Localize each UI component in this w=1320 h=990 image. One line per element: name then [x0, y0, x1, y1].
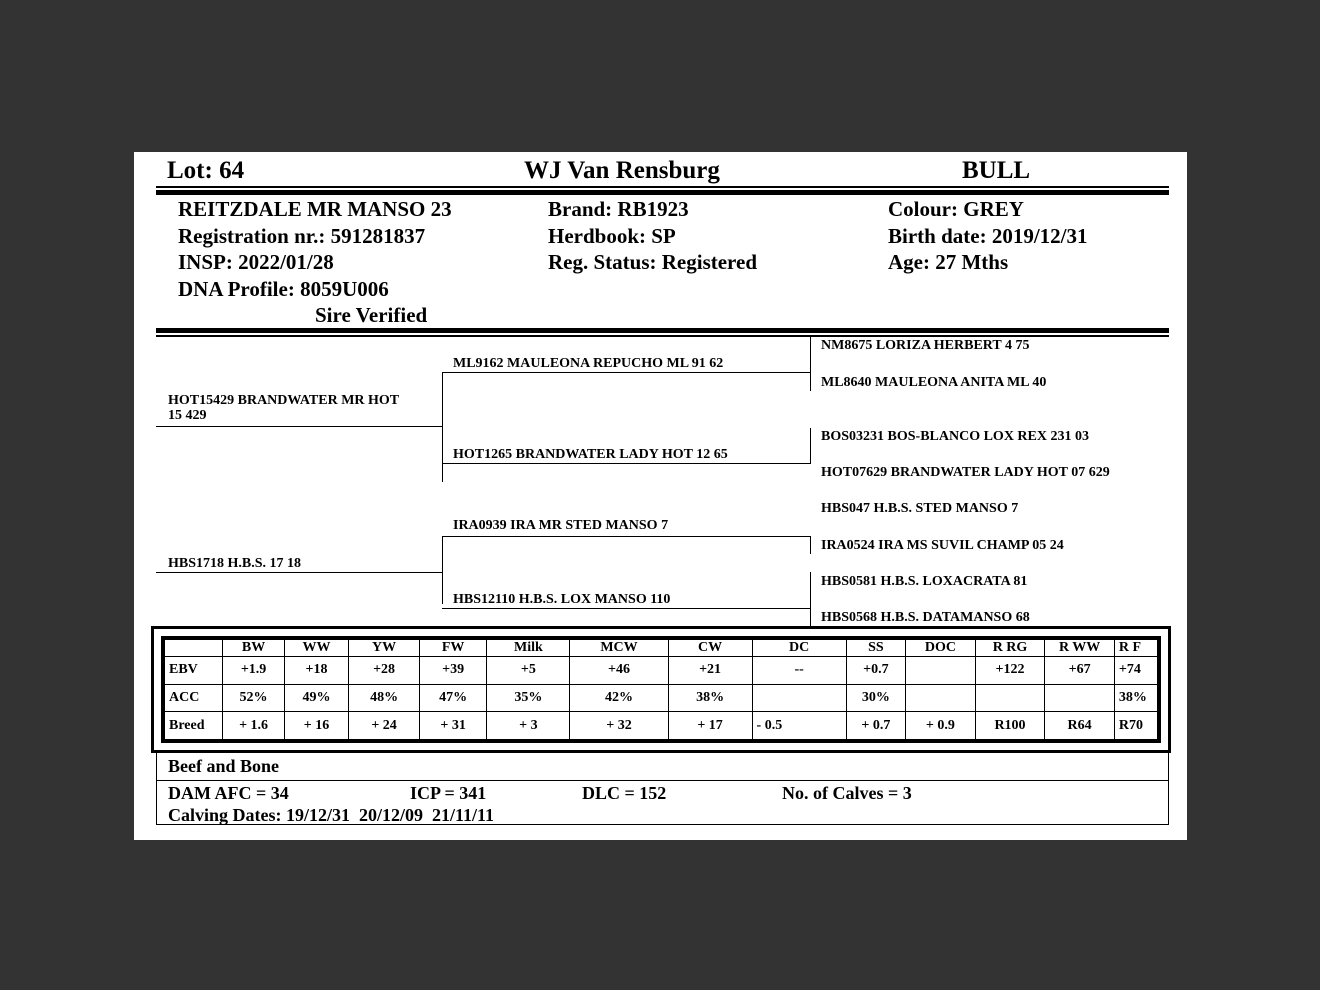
ebv-table-frame	[151, 626, 1171, 753]
ebv-row-breed	[165, 712, 1158, 740]
reg-status: Reg. Status: Registered	[548, 250, 757, 274]
ebv-col-header: YW	[349, 640, 420, 657]
table-cell: R100	[975, 712, 1045, 740]
ebv-col-header: WW	[284, 640, 348, 657]
sale-card	[134, 152, 1187, 840]
table-cell: 38%	[668, 684, 752, 712]
table-cell: + 31	[419, 712, 487, 740]
table-cell: EBV	[165, 657, 223, 685]
table-cell: 48%	[349, 684, 420, 712]
dlc: DLC = 152	[582, 783, 667, 803]
pedigree-sire-dam: HOT1265 BRANDWATER LADY HOT 12 65	[453, 447, 728, 462]
pedigree-dam-sire: IRA0939 IRA MR STED MANSO 7	[453, 518, 669, 533]
table-cell	[1045, 684, 1115, 712]
table-cell: + 16	[284, 712, 348, 740]
pedigree-line	[442, 608, 810, 609]
table-cell: +21	[668, 657, 752, 685]
table-cell: 47%	[419, 684, 487, 712]
table-cell: + 17	[668, 712, 752, 740]
pedigree-gg-1: NM8675 LORIZA HERBERT 4 75	[821, 338, 1030, 353]
beef-and-bone-box	[156, 753, 1169, 825]
table-cell: +122	[975, 657, 1045, 685]
table-cell: + 3	[487, 712, 570, 740]
pedigree-gg-6: IRA0524 IRA MS SUVIL CHAMP 05 24	[821, 538, 1064, 553]
ebv-col-header: BW	[223, 640, 284, 657]
pedigree-line	[442, 372, 810, 373]
pedigree-line	[156, 572, 442, 573]
ebv-col-header: Milk	[487, 640, 570, 657]
beef-and-bone-title: Beef and Bone	[168, 756, 280, 776]
info-rule-thick	[156, 328, 1169, 333]
table-cell	[906, 657, 976, 685]
header-rule-thick	[156, 190, 1169, 195]
table-cell: Breed	[165, 712, 223, 740]
animal-sex: BULL	[962, 157, 1031, 184]
table-cell: 38%	[1114, 684, 1157, 712]
table-cell: +1.9	[223, 657, 284, 685]
animal-name: REITZDALE MR MANSO 23	[178, 197, 452, 221]
table-cell: - 0.5	[752, 712, 846, 740]
calving-dates: Calving Dates: 19/12/31 20/12/09 21/11/11	[168, 805, 495, 825]
animal-info-left	[178, 196, 452, 329]
pedigree-gg-8: HBS0568 H.B.S. DATAMANSO 68	[821, 610, 1030, 625]
pedigree-gg-3: BOS03231 BOS-BLANCO LOX REX 231 03	[821, 429, 1089, 444]
ebv-table	[164, 639, 1158, 740]
pedigree-sire-sire: ML9162 MAULEONA REPUCHO ML 91 62	[453, 356, 724, 371]
pedigree-line	[156, 426, 442, 427]
pedigree-gg-7: HBS0581 H.B.S. LOXACRATA 81	[821, 574, 1028, 589]
breeder-name: WJ Van Rensburg	[524, 157, 720, 184]
table-cell: 42%	[570, 684, 668, 712]
ebv-row-acc	[165, 684, 1158, 712]
ebv-col-header	[165, 640, 223, 657]
table-cell: --	[752, 657, 846, 685]
ebv-row-ebv	[165, 657, 1158, 685]
ebv-col-header: R F	[1114, 640, 1157, 657]
ebv-col-header: FW	[419, 640, 487, 657]
herdbook: Herdbook: SP	[548, 223, 676, 248]
colour: Colour: GREY	[888, 197, 1024, 221]
pedigree-dam: HBS1718 H.B.S. 17 18	[168, 556, 302, 571]
table-cell: +46	[570, 657, 668, 685]
sire-verified: Sire Verified	[315, 303, 428, 327]
ebv-header-row	[165, 640, 1158, 657]
table-cell: + 32	[570, 712, 668, 740]
birth-date: Birth date: 2019/12/31	[888, 223, 1088, 248]
number-of-calves: No. of Calves = 3	[782, 783, 912, 803]
table-cell: +0.7	[846, 657, 905, 685]
pedigree-dam-dam: HBS12110 H.B.S. LOX MANSO 110	[453, 592, 671, 607]
pedigree-sire: HOT15429 BRANDWATER MR HOT 15 429	[168, 393, 400, 423]
insp-date: INSP: 2022/01/28	[178, 250, 334, 274]
table-cell	[906, 684, 976, 712]
dam-afc: DAM AFC = 34	[168, 783, 289, 803]
pedigree-gg-2: ML8640 MAULEONA ANITA ML 40	[821, 375, 1047, 390]
table-cell: + 1.6	[223, 712, 284, 740]
ebv-col-header: SS	[846, 640, 905, 657]
table-cell: 52%	[223, 684, 284, 712]
lot-number: Lot: 64	[167, 157, 245, 184]
table-cell: 49%	[284, 684, 348, 712]
table-cell: +18	[284, 657, 348, 685]
table-cell	[975, 684, 1045, 712]
dna-profile: DNA Profile: 8059U006	[178, 276, 389, 301]
table-cell: + 0.7	[846, 712, 905, 740]
ebv-col-header: R WW	[1045, 640, 1115, 657]
ebv-col-header: R RG	[975, 640, 1045, 657]
ebv-col-header: MCW	[570, 640, 668, 657]
pedigree-line	[810, 572, 811, 626]
pedigree-line	[442, 536, 443, 604]
ebv-table-inner-frame	[161, 636, 1161, 743]
table-cell: + 24	[349, 712, 420, 740]
table-cell: +39	[419, 657, 487, 685]
icp: ICP = 341	[410, 783, 487, 803]
table-cell: +74	[1114, 657, 1157, 685]
pedigree-line	[442, 463, 810, 464]
table-cell: 30%	[846, 684, 905, 712]
table-cell: +28	[349, 657, 420, 685]
animal-info-middle	[548, 196, 757, 276]
table-cell: R70	[1114, 712, 1157, 740]
pedigree-line	[810, 337, 811, 391]
table-cell	[752, 684, 846, 712]
header-rule-thin	[156, 186, 1169, 188]
table-cell: R64	[1045, 712, 1115, 740]
age: Age: 27 Mths	[888, 250, 1009, 274]
ebv-col-header: DOC	[906, 640, 976, 657]
table-cell: + 0.9	[906, 712, 976, 740]
registration-number: Registration nr.: 591281837	[178, 223, 426, 248]
beef-and-bone-divider	[157, 780, 1168, 781]
pedigree-gg-5: HBS047 H.B.S. STED MANSO 7	[821, 501, 1019, 516]
pedigree-line	[810, 428, 811, 464]
table-cell: +5	[487, 657, 570, 685]
brand: Brand: RB1923	[548, 197, 689, 221]
table-cell: ACC	[165, 684, 223, 712]
animal-info-right	[888, 196, 1088, 276]
table-cell: +67	[1045, 657, 1115, 685]
ebv-col-header: DC	[752, 640, 846, 657]
pedigree-line	[442, 372, 443, 482]
ebv-col-header: CW	[668, 640, 752, 657]
pedigree-line	[442, 536, 810, 537]
table-cell: 35%	[487, 684, 570, 712]
pedigree-gg-4: HOT07629 BRANDWATER LADY HOT 07 629	[821, 465, 1110, 480]
pedigree-line	[810, 536, 811, 554]
info-rule-thin	[156, 335, 1169, 337]
